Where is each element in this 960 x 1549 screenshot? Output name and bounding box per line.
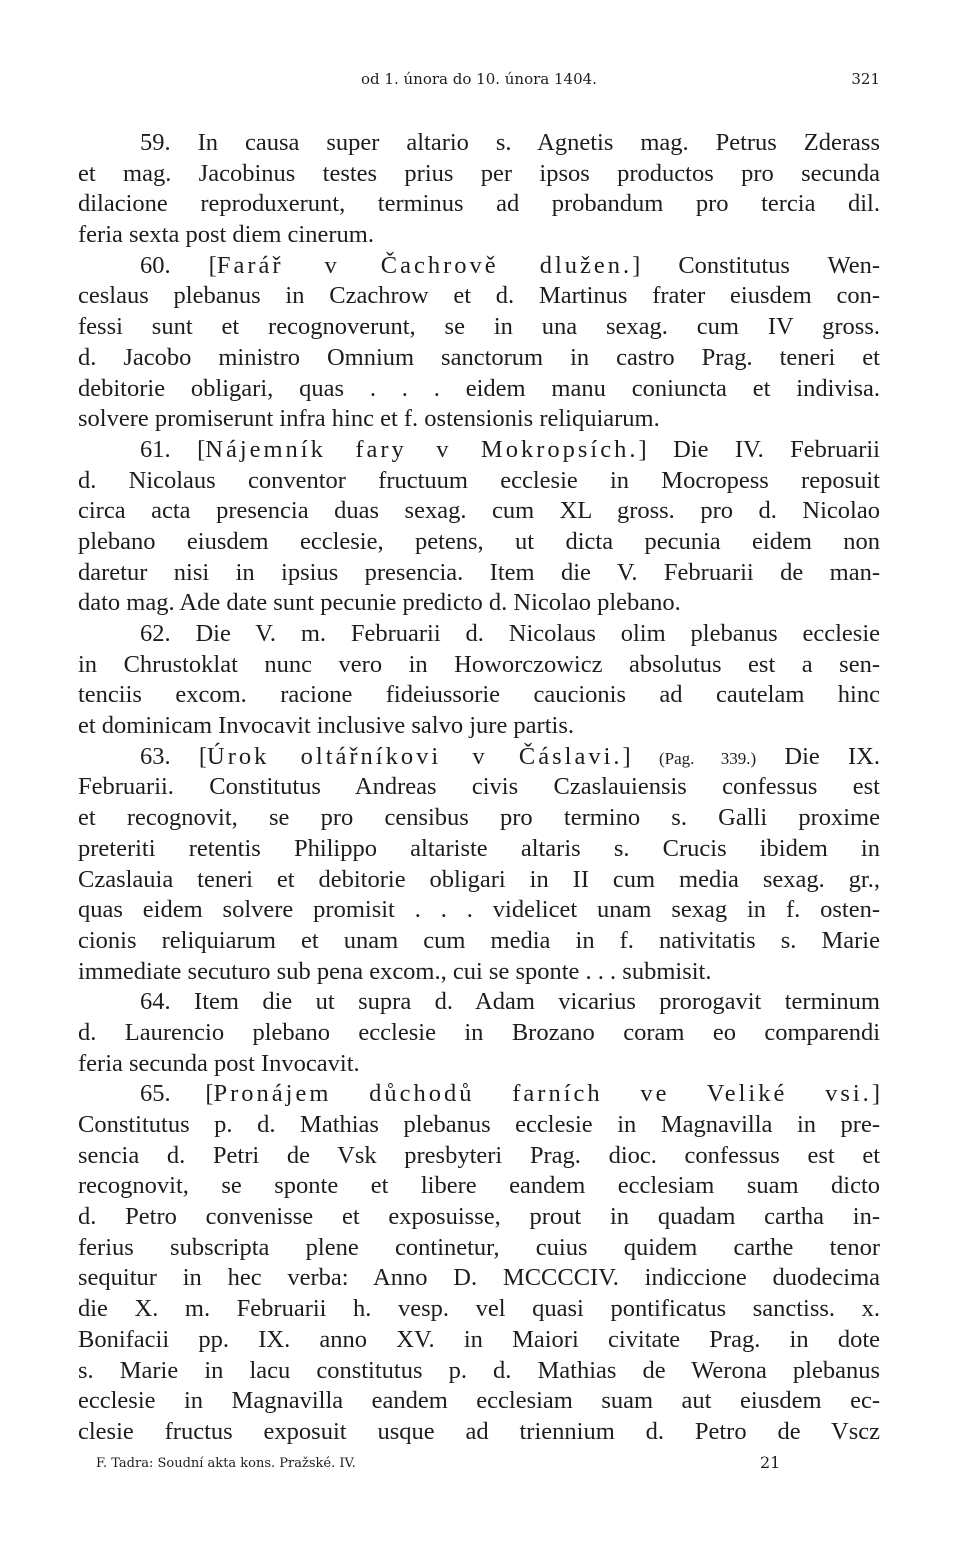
text-line: 65. [Pronájem důchodů farních ve Veliké vsi.] (140, 1080, 880, 1108)
text-line: immediate secuturo sub pena excom., cui se sponte . . . submisit. (78, 957, 712, 985)
text-line: tenciis excom. racione fideiussorie caucionis ad cautelam hinc (78, 681, 880, 709)
text-line: daretur nisi in ipsius presencia. Item die V. Februarii de man- (78, 558, 880, 586)
text-line: ceslaus plebanus in Czachrow et d. Martinus frater eiusdem con- (78, 282, 880, 310)
text-line: 64. Item die ut supra d. Adam vicarius prorogavit terminum (140, 988, 880, 1016)
text-line: d. Petro convenisse et exposuisse, prout in quadam cartha in- (78, 1203, 880, 1231)
page-footer (0, 1453, 960, 1478)
header-title: od 1. února do 10. února 1404. (361, 70, 597, 88)
text-line: d. Jacobo ministro Omnium sanctorum in castro Prag. teneri et (78, 343, 880, 371)
text-line: Czaslauia teneri et debitorie obligari in II cum media sexag. gr., (78, 865, 880, 893)
text-line: et mag. Jacobinus testes prius per ipsos productos pro secunda (78, 159, 880, 187)
signature-mark: 21 (760, 1453, 781, 1472)
text-line: quas eidem solvere promisit . . . videlicet unam sexag in f. osten- (78, 896, 880, 924)
text-line: fessi sunt et recognoverunt, se in una sexag. cum IV gross. (78, 313, 880, 341)
text-line: s. Marie in lacu constitutus p. d. Mathias de Werona plebanus (78, 1356, 880, 1384)
text-line: Constitutus p. d. Mathias plebanus ecclesie in Magnavilla in pre- (78, 1111, 880, 1138)
text-line: sequitur in hec verba: Anno D. MCCCCIV. indiccione duodecima (78, 1264, 880, 1292)
text-line: dato mag. Ade date sunt pecunie predicto d. Nicolao plebano. (78, 589, 681, 617)
text-line: die X. m. Februarii h. vesp. vel quasi pontificatus sanctiss. x. (78, 1295, 880, 1323)
text-line: ferius subscripta plene continetur, cuius quidem carthe tenor (78, 1233, 880, 1261)
footer-citation: F. Tadra: Soudní akta kons. Pražské. IV. (96, 1456, 356, 1471)
text-line: ecclesie in Magnavilla eandem ecclesiam suam aut eiusdem ec- (78, 1387, 880, 1415)
text-line: preteriti retentis Philippo altariste altaris s. Crucis ibidem in (78, 834, 880, 862)
text-line: Bonifacii pp. IX. anno XV. in Maiori civitate Prag. in dote (78, 1325, 880, 1353)
text-line: recognovit, se sponte et libere eandem ecclesiam suam dicto (78, 1172, 880, 1200)
text-line: circa acta presencia duas sexag. cum XL gross. pro d. Nicolao (78, 497, 880, 525)
text-line: et dominicam Invocavit inclusive salvo jure partis. (78, 712, 574, 740)
text-line: 63. [Úrok oltářníkovi v Čáslavi.] (Pag. 339.) Die IX. (140, 742, 881, 770)
text-line: 61. [Nájemník fary v Mokropsích.] Die IV. Februarii (140, 435, 880, 463)
text-line: feria secunda post Invocavit. (78, 1049, 360, 1077)
body-text (78, 128, 880, 1448)
page-number: 321 (851, 70, 880, 88)
text-line: clesie fructus exposuit usque ad triennium d. Petro de Vscz (78, 1417, 880, 1445)
text-line: feria sexta post diem cinerum. (78, 221, 374, 249)
text-line: 59. In causa super altario s. Agnetis mag. Petrus Zderass (140, 129, 880, 156)
text-line: d. Laurencio plebano ecclesie in Brozano coram eo comparendi (78, 1018, 880, 1046)
text-line: cionis reliquiarum et unam cum media in f. nativitatis s. Marie (78, 926, 880, 954)
text-line: 60. [Farář v Čachrově dlužen.] Constitutus Wen- (140, 251, 880, 279)
text-line: Februarii. Constitutus Andreas civis Czaslauiensis confessus est (78, 773, 880, 801)
text-line: dilacione reproduxerunt, terminus ad probandum pro tercia dil. (78, 190, 880, 218)
text-line: solvere promiserunt infra hinc et f. ostensionis reliquiarum. (78, 405, 660, 433)
text-line: et recognovit, se pro censibus pro termino s. Galli proxime (78, 804, 880, 832)
text-line: plebano eiusdem ecclesie, petens, ut dicta pecunia eidem non (78, 527, 880, 555)
text-line: d. Nicolaus conventor fructuum ecclesie in Mocropess reposuit (78, 466, 880, 494)
text-line: debitorie obligari, quas . . . eidem manu coniuncta et indivisa. (78, 374, 880, 402)
running-header (78, 70, 880, 94)
text-line: in Chrustoklat nunc vero in Howorczowicz absolutus est a sen- (78, 650, 880, 678)
text-line: sencia d. Petri de Vsk presbyteri Prag. dioc. confessus est et (78, 1141, 880, 1169)
text-line: 62. Die V. m. Februarii d. Nicolaus olim plebanus ecclesie (140, 620, 880, 647)
